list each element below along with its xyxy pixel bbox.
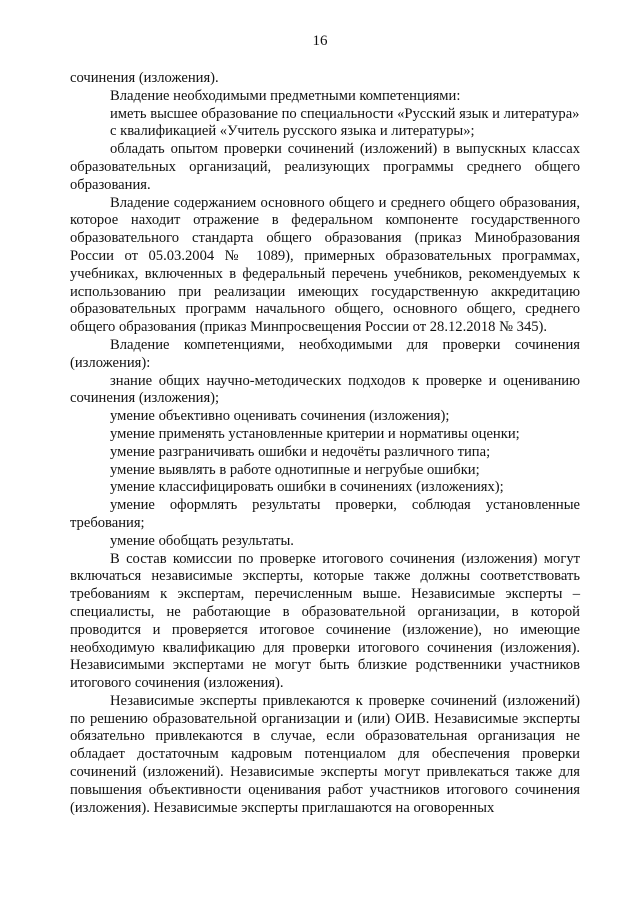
paragraph: Независимые эксперты привлекаются к проверке сочинений (изложений) по решению образовательной организации и (или) ОИВ. Независимые эксперты обязательно привлекаются в случае, если образовательная организация не обладает достаточным кадровым потенциалом для обеспечения проверки сочинений (изложений). Независимые эксперты могут привлекаться также для повышения объективности оценивания работ участников итогового сочинения (изложения). Независимые эксперты приглашаются на оговоренных: [70, 692, 580, 816]
paragraph: обладать опытом проверки сочинений (изложений) в выпускных классах образовательных организаций, реализующих программы среднего общего образования.: [70, 141, 580, 193]
paragraph: умение обобщать результаты.: [110, 532, 294, 549]
paragraph: Владение содержанием основного общего и среднего общего образования, которое находит отражение в федеральном компоненте государственного образовательного стандарта общего образования (приказ Минобразования России от 05.03.2004 № 1089), примерных образовательных программах, учебниках, включенных в федеральный перечень учебников, рекомендуемых к использованию при реализации имеющих государственную аккредитацию образовательных программ начального общего, основного общего, среднего общего образования (приказ Минпросвещения России от 28.12.2018 № 345).: [70, 194, 580, 336]
paragraph: умение выявлять в работе однотипные и негрубые ошибки;: [110, 461, 480, 478]
paragraph: умение объективно оценивать сочинения (изложения);: [110, 408, 450, 425]
paragraph: умение классифицировать ошибки в сочинениях (изложениях);: [110, 479, 504, 496]
paragraph: В состав комиссии по проверке итогового сочинения (изложения) могут включаться независимые эксперты, которые также должны соответствовать требованиям к экспертам, перечисленным выше. Независимые эксперты – специалисты, не работающие в образовательной организации, в которой проводится и проверяется итоговое сочинение (изложение), но имеющие необходимую квалификацию для проверки итогового сочинения (изложения). Независимыми экспертами не могут быть близкие родственники участников итогового сочинения (изложения).: [70, 550, 580, 692]
paragraph: умение применять установленные критерии и нормативы оценки;: [110, 425, 520, 442]
page-number: 16: [312, 33, 328, 49]
paragraph: иметь высшее образование по специальности «Русский язык и литература»: [110, 105, 580, 122]
document-body: [70, 70, 580, 817]
paragraph: умение оформлять результаты проверки, соблюдая установленные требования;: [70, 497, 580, 531]
paragraph: знание общих научно-методических подходов к проверке и оцениванию сочинения (изложения);: [70, 372, 580, 407]
paragraph: умение разграничивать ошибки и недочёты различного типа;: [110, 443, 491, 460]
paragraph: сочинения (изложения).: [70, 70, 219, 86]
paragraph: с квалификацией «Учитель русского языка и литературы»;: [110, 123, 475, 140]
paragraph: Владение необходимыми предметными компетенциями:: [110, 87, 461, 104]
paragraph: Владение компетенциями, необходимыми для проверки сочинения (изложения):: [70, 336, 580, 371]
